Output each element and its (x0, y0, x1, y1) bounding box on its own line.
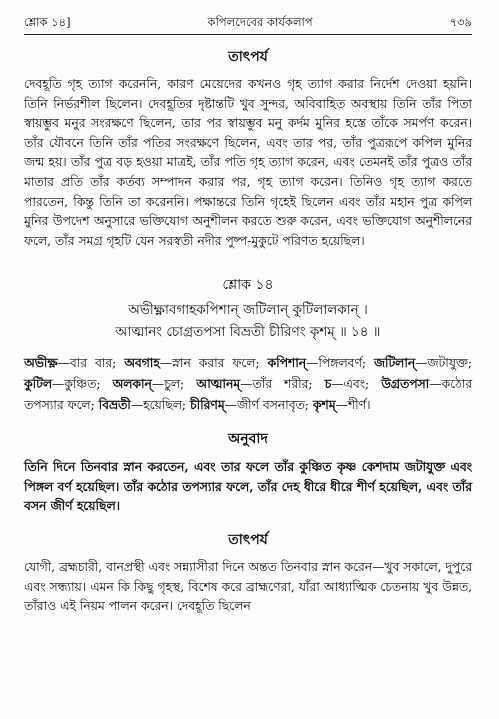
synonym-meaning: —হয়েছিল; (130, 397, 190, 412)
synonym-word: আত্মানম্ (196, 375, 241, 391)
synonym-meaning: —জটাযুক্ত; (415, 356, 472, 371)
synonym-word: কুটিল (24, 375, 52, 391)
synonym-meaning: —এবং; (331, 376, 382, 391)
synonym-meaning: —জীর্ণ বসনাবৃত; (224, 397, 313, 412)
header-chapter-title: কপিলদেবের কার্যকলাপ (207, 15, 313, 29)
synonyms (24, 353, 472, 415)
verse-text (24, 299, 472, 343)
synonym-meaning: —শীর্ণ। (335, 397, 371, 412)
purport-heading: তাৎপর্য (228, 49, 268, 65)
purport-text: দেবহূতি গৃহ ত্যাগ করেননি, কারণ মেয়েদের কখনও গৃহ ত্যাগ করার নির্দেশ দেওয়া হয়নি। তিনি নির্ভরশীল ছিলেন। দেবহূতির দৃষ্টান্তটি খুব সুন্দর, অবিবাহিত অবস্থায় তিনি তাঁর পিতা স্বায়ম্ভুব মনুর সংরক্ষণে ছিলেন, তার পর স্বায়ম্ভুব মনু কর্দম মুনির হস্তে তাঁকে সমর্পণ করেন। তাঁর যৌবনে তিনি তাঁর পতির সংরক্ষণে ছিলেন, এবং তার পর, তাঁর পুত্ররূপে কপিল মুনির জন্ম হয়। তাঁর পুত্র বড় হওয়া মাত্রই, তাঁর পতি গৃহ ত্যাগ করেন, এবং তেমনই তাঁর পুত্রও তাঁর মাতার প্রতি তাঁর কর্তব্য সম্পাদন করার পর, গৃহ ত্যাগ করেন। তিনিও গৃহ ত্যাগ করতে পারতেন, কিন্তু তিনি তা করেননি। পক্ষান্তরে তিনি গৃহেই ছিলেন এবং তাঁর মহান পুত্র কপিল মুনির উপদেশ অনুসারে ভক্তিযোগ অনুশীলন করতে শুরু করেন, এবং ভক্তিযোগ অনুশীলনের ফলে, তাঁর সমগ্র গৃহটি যেন সরস্বতী নদীর পুষ্প-মুকুটে পরিণত হয়েছিল। (24, 77, 472, 248)
synonym-word: জটিলান্ (373, 355, 416, 371)
synonym-meaning: —পিঙ্গলবর্ণ; (306, 356, 374, 371)
synonym-meaning: —কঠোর তপস্যার ফলে; (24, 376, 472, 412)
verse-line-2: আত্মানং চোগ্রতপসা বিভ্রতী চীরিণং কৃশম্ ॥ ১৪ ॥ (115, 324, 381, 341)
verse-line-1: অভীক্ষ্ণাবগাহকপিশান্ জটিলান্ কুটিলালকান্ । (128, 302, 368, 319)
purport-heading-2: তাৎপর্য (228, 531, 268, 548)
synonym-word: চ (324, 375, 332, 391)
header-page-number: ৭৩৯ (449, 15, 472, 29)
synonym-meaning: —চুল; (151, 376, 197, 391)
synonym-word: কপিশান্ (267, 355, 307, 371)
synonym-word: বিভ্রতী (98, 396, 131, 412)
book-page (24, 14, 472, 617)
translation-heading: অনুবাদ (228, 431, 268, 448)
synonym-meaning: —বার বার; (57, 356, 125, 371)
synonym-word: অবগাহ (124, 355, 160, 371)
synonym-meaning: —তাঁর শরীর; (240, 376, 325, 391)
synonym-word: কৃশম্ (312, 396, 336, 412)
running-header (24, 14, 472, 32)
synonym-word: অলকান্ (112, 375, 152, 391)
synonym-meaning: —কুঞ্চিত; (51, 376, 113, 391)
synonym-word: চীরিণম্ (189, 396, 225, 412)
purport-text-2: যোগী, ব্রহ্মচারী, বানপ্রস্থী এবং সন্ন্যাসীরা দিনে অন্তত তিনবার স্নান করেন—খুব সকালে, দুপুরে এবং সন্ধ্যায়। এমন কি কিছু গৃহস্থ, বিশেষ করে ব্রাহ্মণেরা, যাঁরা আধ্যাত্মিক চেতনায় খুব উন্নত, তাঁরাও এই নিয়ম পালন করেন। দেবহূতি ছিলেন (24, 559, 472, 614)
translation-text: তিনি দিনে তিনবার স্নান করতেন, এবং তার ফলে তাঁর কুঞ্চিত কৃষ্ণ কেশদাম জটাযুক্ত এবং পিঙ্গল বর্ণ হয়েছিল। তাঁর কঠোর তপস্যার ফলে, তাঁর দেহ ধীরে ধীরে শীর্ণ হয়েছিল, এবং তাঁর বসন জীর্ণ হয়েছিল। (24, 459, 472, 514)
synonym-meaning: —স্নান করার ফলে; (159, 356, 268, 371)
synonym-word: উগ্রতপসা (381, 375, 430, 391)
header-verse-ref: শ্লোক ১৪] (24, 15, 71, 29)
header-rule (24, 34, 472, 35)
verse-number: শ্লোক ১৪ (222, 277, 274, 294)
synonym-word: অভীক্ষ্ণ (24, 355, 58, 371)
